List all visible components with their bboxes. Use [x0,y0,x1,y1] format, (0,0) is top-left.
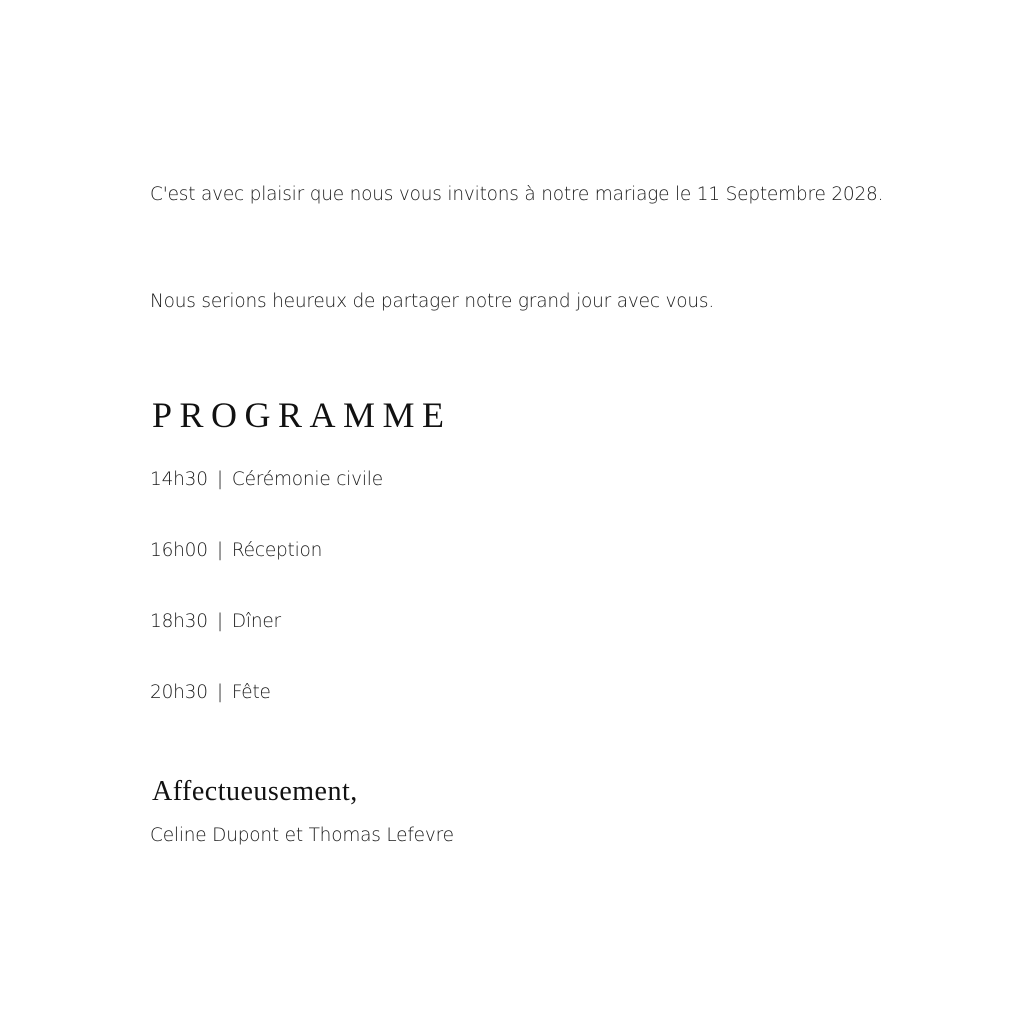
schedule-event: Cérémonie civile [231,469,383,490]
signature-names: Celine Dupont et Thomas Lefevre [150,825,454,846]
invitation-share: Nous serions heureux de partager notre grand jour avec vous. [150,291,715,312]
schedule-time: 18h30 [150,611,208,632]
schedule-event: Fête [231,682,271,703]
schedule-time: 16h00 [150,540,208,561]
schedule-item-dinner [150,611,281,632]
schedule-item-party [150,682,271,703]
closing-salutation: Affectueusement, [152,776,358,807]
schedule-separator: | [216,469,223,490]
schedule-item-reception [150,540,322,561]
program-title: PROGRAMME [152,395,452,435]
schedule-separator: | [216,540,223,561]
schedule-separator: | [216,611,223,632]
schedule-item-ceremony [150,469,383,490]
schedule-event: Dîner [231,611,281,632]
schedule-time: 14h30 [150,469,208,490]
schedule-time: 20h30 [150,682,208,703]
invitation-intro: C'est avec plaisir que nous vous invitons à notre mariage le 11 Septembre 2028. [150,184,884,205]
schedule-event: Réception [231,540,323,561]
schedule-separator: | [216,682,223,703]
